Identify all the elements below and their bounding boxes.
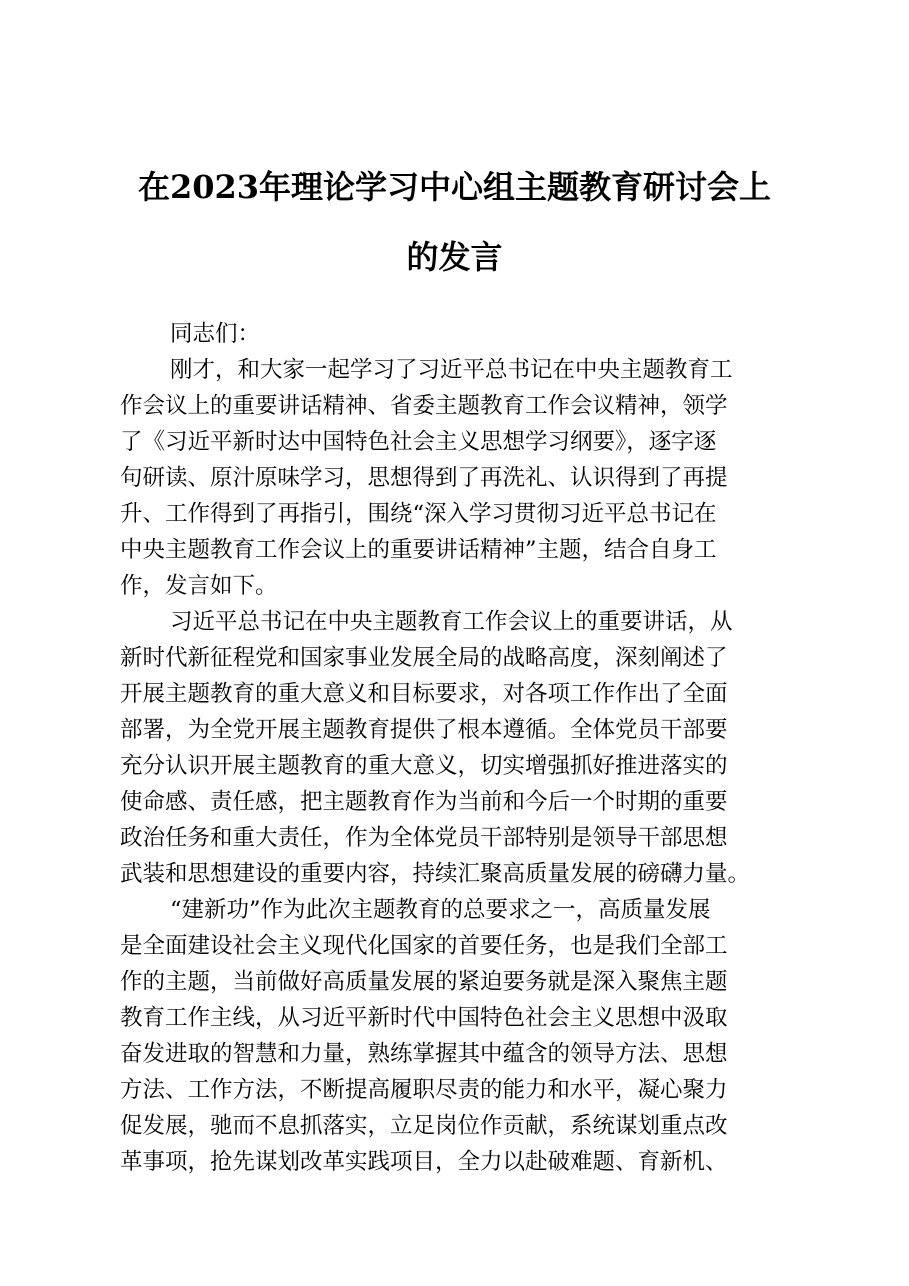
paragraph-1-line: 句研读、原汁原味学习，思想得到了再洗礼、认识得到了再提 xyxy=(120,465,728,491)
paragraph-2-line: 开展主题教育的重大意义和目标要求，对各项工作作出了全面 xyxy=(120,681,728,707)
paragraph-1-line: 升、工作得到了再指引，围绕“深入学习贯彻习近平总书记在 xyxy=(120,501,717,527)
document-title-line-2: 的发言 xyxy=(406,238,503,276)
paragraph-3-line: 奋发进取的智慧和力量，熟练掌握其中蕴含的领导方法、思想 xyxy=(120,1041,728,1067)
paragraph-1-line: 作会议上的重要讲话精神、省委主题教育工作会议精神，领学 xyxy=(120,393,728,419)
paragraph-3-line: 作的主题，当前做好高质量发展的紧迫要务就是深入聚焦主题 xyxy=(120,969,728,995)
paragraph-2-line: 武装和思想建设的重要内容，持续汇聚高质量发展的磅礴力量。 xyxy=(120,861,751,887)
paragraph-2-line: 新时代新征程党和国家事业发展全局的战略高度，深刻阐述了 xyxy=(120,645,728,671)
paragraph-3-line: 教育工作主线，从习近平新时代中国特色社会主义思想中汲取 xyxy=(120,1005,728,1031)
paragraph-3-line: “建新功”作为此次主题教育的总要求之一，高质量发展 xyxy=(170,897,711,923)
paragraph-2-line: 政治任务和重大责任，作为全体党员干部特别是领导干部思想 xyxy=(120,825,728,851)
paragraph-3-line: 是全面建设社会主义现代化国家的首要任务，也是我们全部工 xyxy=(120,933,728,959)
paragraph-1-line: 中央主题教育工作会议上的重要讲话精神”主题，结合自身工 xyxy=(120,537,717,563)
paragraph-2-line: 部署，为全党开展主题教育提供了根本遵循。全体党员干部要 xyxy=(120,717,728,743)
paragraph-1-line: 作，发言如下。 xyxy=(120,573,278,599)
paragraph-1-line: 刚才，和大家一起学习了习近平总书记在中央主题教育工 xyxy=(170,357,733,383)
paragraph-2-line: 充分认识开展主题教育的重大意义，切实增强抓好推进落实的 xyxy=(120,753,728,779)
salutation: 同志们： xyxy=(170,321,261,347)
document-title-line-1: 在2023年理论学习中心组主题教育研讨会上 xyxy=(137,168,772,206)
paragraph-3-line: 革事项，抢先谋划改革实践项目，全力以赴破难题、育新机、 xyxy=(120,1149,728,1175)
paragraph-2-line: 习近平总书记在中央主题教育工作会议上的重要讲话，从 xyxy=(170,609,733,635)
paragraph-3-line: 促发展，驰而不息抓落实，立足岗位作贡献，系统谋划重点改 xyxy=(120,1113,728,1139)
paragraph-1-line: 了《习近平新时达中国特色社会主义思想学习纲要》，逐字逐 xyxy=(120,429,717,455)
paragraph-2-line: 使命感、责任感，把主题教育作为当前和今后一个时期的重要 xyxy=(120,789,728,815)
paragraph-3-line: 方法、工作方法，不断提高履职尽责的能力和水平，凝心聚力 xyxy=(120,1077,728,1103)
document-body xyxy=(120,316,800,1180)
